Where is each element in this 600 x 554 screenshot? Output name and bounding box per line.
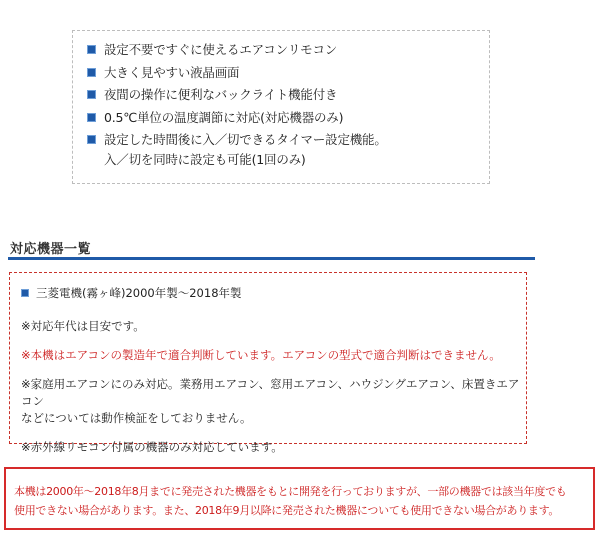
feature-text <box>104 63 239 83</box>
feature-text <box>104 40 337 60</box>
feature-item <box>87 40 489 60</box>
feature-item <box>87 130 489 170</box>
square-bullet-icon <box>21 289 29 297</box>
feature-line: 設定不要ですぐに使えるエアコンリモコン <box>104 42 338 57</box>
section-title: 対応機器一覧 <box>10 242 92 257</box>
feature-item <box>87 108 489 128</box>
square-bullet-icon <box>87 90 96 99</box>
note-judgement: ※本機はエアコンの製造年で適合判断しています。エアコンの型式で適合判断はできません。 <box>21 348 501 362</box>
feature-text <box>104 130 387 170</box>
warning-line: 使用できない場合があります。また、2018年9月以降に発売された機器についても使用できない場合があります。 <box>14 504 560 517</box>
feature-text <box>104 85 337 105</box>
feature-line: 0.5℃単位の温度調節に対応(対応機器のみ) <box>104 109 344 125</box>
note-years: ※対応年代は目安です。 <box>21 319 145 333</box>
note-home-use <box>21 376 526 427</box>
feature-item <box>87 63 489 83</box>
note-line: などについては動作検証をしておりません。 <box>21 411 252 425</box>
note-infrared: ※赤外線リモコン付属の機器のみ対応しています。 <box>21 440 283 454</box>
compatibility-box <box>9 272 527 454</box>
square-bullet-icon <box>87 45 96 54</box>
feature-list-box <box>72 30 490 184</box>
warning-line: 本機は2000年～2018年8月までに発売された機器をもとに開発を行っておりますが、一部の機器では該当年度でも <box>14 485 567 498</box>
note-line: ※家庭用エアコンにのみ対応。業務用エアコン、窓用エアコン、ハウジングエアコン、床置きエアコン <box>21 377 520 408</box>
maker-text: 三菱電機(霧ヶ峰)2000年製～2018年製 <box>36 286 242 300</box>
square-bullet-icon <box>87 68 96 77</box>
maker-row <box>21 285 526 302</box>
square-bullet-icon <box>87 113 96 122</box>
section-divider <box>8 257 535 260</box>
feature-line: 夜間の操作に便利なバックライト機能付き <box>104 87 338 102</box>
feature-text <box>104 108 343 128</box>
square-bullet-icon <box>87 135 96 144</box>
feature-line: 大きく見やすい液晶画面 <box>104 64 240 80</box>
warning-box <box>4 467 595 530</box>
feature-line: 入／切を同時に設定も可能(1回のみ) <box>104 152 306 167</box>
feature-item <box>87 85 489 105</box>
feature-line: 設定した時間後に入／切できるタイマー設定機能。 <box>104 132 387 147</box>
